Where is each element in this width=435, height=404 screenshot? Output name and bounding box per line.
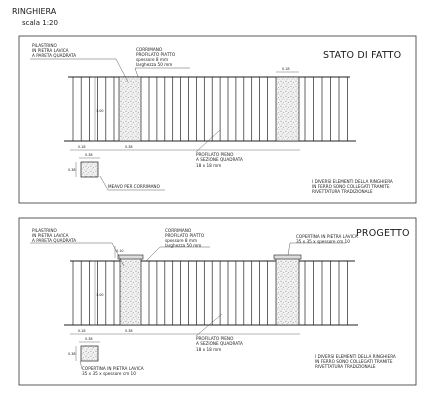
section-square	[81, 162, 98, 177]
dimension-lines	[70, 246, 300, 334]
panel-progetto	[19, 218, 416, 385]
dim-section-width: 0.38	[85, 337, 93, 341]
note-rivets: I DIVERSI ELEMENTI DELLA RINGHIERA IN FERRO SONO COLLEGATI TRAMITE RIVETTATURA TRADIZIONALE	[315, 354, 396, 369]
dim-section-width: 0.38	[85, 153, 93, 157]
pillar-section-detail	[76, 158, 100, 177]
posts-right	[305, 77, 348, 141]
dim-height: 1.00	[96, 109, 104, 113]
dim-section-height: 0.38	[68, 168, 76, 172]
label-handrail: CORRIMANO PROFILATO PIATTO spessore 8 mm larghezza 50 mm	[165, 228, 205, 248]
dim-bay: 0.18	[78, 145, 86, 149]
stone-pillar-left	[119, 77, 141, 141]
sheet-scale: scala 1:20	[22, 19, 58, 27]
label-pillar: PILASTRINO IN PIETRA LAVICA A PARETA QUADRATA	[32, 228, 77, 243]
dim-bay: 0.18	[78, 329, 86, 333]
posts-left	[73, 261, 114, 325]
note-rivets: I DIVERSI ELEMENTI DELLA RINGHIERA IN FERRO SONO COLLEGATI TRAMITE RIVETTATURA TRADIZIONALE	[312, 179, 393, 194]
posts-right	[305, 261, 348, 325]
dim-coping-top: 0.10	[116, 249, 124, 253]
label-coping-section: COPERTINA IN PIETRA LAVICA 35 x 35 x spessore cm 10	[82, 366, 144, 376]
dim-pillar-width: 0.38	[125, 329, 133, 333]
pillar-section-detail	[76, 342, 100, 361]
posts-middle	[149, 261, 268, 325]
label-handrail: CORRIMANO PROFILATO PIATTO spessore 8 mm larghezza 50 mm	[136, 47, 176, 67]
dim-section-height: 0.38	[68, 352, 76, 356]
stone-pillar-left	[120, 258, 141, 325]
label-support: MEAVO PER CORRIMANO	[108, 184, 160, 189]
dim-height: 1.00	[96, 293, 104, 297]
dim-pillar-top: 0.18	[282, 67, 290, 71]
posts-left	[73, 77, 114, 141]
label-post: PROFILATO PIENO A SEZIONE QUADRATA 18 x 18 mm	[196, 336, 243, 352]
panel-heading: PROGETTO	[356, 228, 410, 239]
dim-pillar-width: 0.38	[125, 145, 133, 149]
panel-heading: STATO DI FATTO	[323, 50, 402, 61]
railing-elevation	[64, 255, 358, 325]
dimension-lines	[70, 72, 300, 150]
stone-pillar-right	[276, 258, 299, 325]
railing-elevation	[64, 77, 356, 141]
panel-frame	[19, 36, 416, 203]
panel-stato-di-fatto	[19, 36, 416, 203]
section-square	[81, 346, 98, 361]
posts-middle	[149, 77, 268, 141]
stone-pillar-right	[276, 77, 299, 141]
label-pillar: PILASTRINO IN PIETRA LAVICA A PARETA QUADRATA	[32, 43, 77, 58]
label-post: PROFILATO PIENO A SEZIONE QUADRATA 18 x 18 mm	[196, 152, 243, 168]
coping-right	[274, 255, 301, 259]
coping-left	[118, 255, 143, 259]
sheet-title: RINGHIERA	[12, 7, 57, 16]
label-coping: COPERTINA IN PIETRA LAVICA 35 x 35 x spessore cm 10	[296, 234, 358, 244]
